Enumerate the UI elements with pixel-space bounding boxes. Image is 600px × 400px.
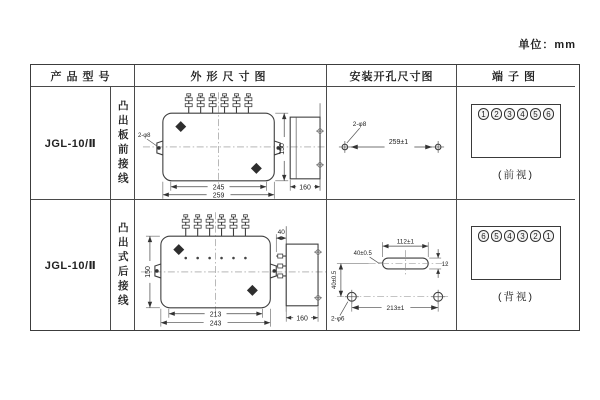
- row1-wiring-type: 凸出板前接线: [116, 99, 129, 187]
- corner-diamond-top-left: [175, 121, 186, 132]
- svg-text:160: 160: [299, 184, 311, 192]
- mount-hole-right: [431, 290, 445, 304]
- terminal-circle: 6: [478, 230, 490, 242]
- mount-hole-left: [345, 290, 359, 304]
- row1-hole-note: [347, 121, 367, 143]
- row1-terminal-cell: [457, 87, 575, 200]
- corner-diamond-top-left: [173, 244, 184, 255]
- row2-terminal-cell: [457, 200, 575, 330]
- terminal-circle: 3: [504, 108, 516, 120]
- row1-outline-drawing: [135, 87, 326, 200]
- svg-text:259: 259: [212, 192, 225, 200]
- terminal-circle: 4: [517, 108, 529, 120]
- row2-view-label: (背视): [498, 291, 534, 303]
- row2-dim-depth: [286, 307, 318, 323]
- svg-text:245: 245: [212, 184, 225, 192]
- row2-terminal-box: [471, 226, 561, 280]
- row2-dim-slot-offset-v: [332, 264, 369, 297]
- header-mounting-drawing: 安装开孔尺寸图: [327, 65, 457, 87]
- svg-text:259±1: 259±1: [388, 138, 409, 146]
- terminal-circle: 2: [530, 230, 542, 242]
- row2-wiring-cell: [111, 200, 135, 330]
- row1-mounting-cell: [327, 87, 457, 200]
- row1-mounting-drawing: [327, 87, 456, 200]
- row2-outline-drawing: [135, 200, 326, 330]
- header-product-model: 产品型号: [31, 65, 135, 87]
- svg-text:12: 12: [441, 261, 449, 268]
- header-outline-drawing: 外形尺寸图: [135, 65, 327, 87]
- mount-hole-right: [432, 141, 444, 153]
- svg-text:40: 40: [277, 229, 285, 237]
- row1-model: JGL-10/Ⅱ: [31, 87, 111, 200]
- row2-wiring-type: 凸出式后接线: [116, 221, 129, 309]
- unit-label: 单位：mm: [518, 39, 576, 51]
- svg-text:160: 160: [296, 315, 308, 323]
- row1-dim-depth: [290, 179, 320, 191]
- row2-mounting-cell: [327, 200, 457, 330]
- row1-dim-hole-span: [351, 138, 432, 148]
- svg-text:40±0.5: 40±0.5: [353, 251, 372, 258]
- row1-front-view: [138, 93, 280, 180]
- terminal-circle: 5: [530, 108, 542, 120]
- rear-studs: [276, 254, 286, 278]
- row2-mounting-drawing: [327, 200, 456, 330]
- svg-text:2-φ6: 2-φ6: [330, 315, 345, 323]
- row1-outline-cell: [135, 87, 327, 200]
- terminal-circle: 1: [478, 108, 490, 120]
- terminal-circle: 1: [543, 230, 555, 242]
- terminal-circle: 3: [517, 230, 529, 242]
- row2-holes: [337, 290, 448, 304]
- terminal-circle: 2: [491, 108, 503, 120]
- row2-model: JGL-10/Ⅱ: [31, 200, 111, 330]
- corner-diamond-bottom-right: [251, 162, 262, 173]
- svg-text:213±1: 213±1: [386, 305, 405, 313]
- svg-text:112±1: 112±1: [396, 238, 415, 246]
- row2-dim-hole-span: [352, 302, 438, 312]
- svg-text:150: 150: [144, 266, 152, 278]
- row2-hole-note: [331, 302, 348, 323]
- row2-dim-stud-length: [276, 229, 286, 252]
- svg-text:150: 150: [279, 142, 287, 155]
- row2-slot: [369, 250, 448, 277]
- corner-diamond-bottom-right: [247, 285, 258, 296]
- row1-terminal-box: [471, 104, 561, 158]
- row1-wiring-cell: [111, 87, 135, 200]
- svg-text:40±0.5: 40±0.5: [331, 270, 338, 289]
- svg-text:213: 213: [209, 311, 222, 319]
- terminal-circle: 4: [504, 230, 516, 242]
- terminal-circle: 6: [543, 108, 555, 120]
- svg-text:243: 243: [209, 320, 222, 328]
- row1-ear-hole-note: 2-φ8: [137, 132, 151, 139]
- header-terminal-diagram: 端子图: [457, 65, 575, 87]
- spec-table: [30, 64, 580, 331]
- row1-view-label: (前视): [498, 169, 534, 181]
- terminal-circle: 5: [491, 230, 503, 242]
- mount-hole-left: [339, 141, 351, 153]
- row2-dim-slot-offset-h: [354, 251, 383, 263]
- svg-text:2-φ8: 2-φ8: [352, 120, 367, 128]
- row2-outline-cell: [135, 200, 327, 330]
